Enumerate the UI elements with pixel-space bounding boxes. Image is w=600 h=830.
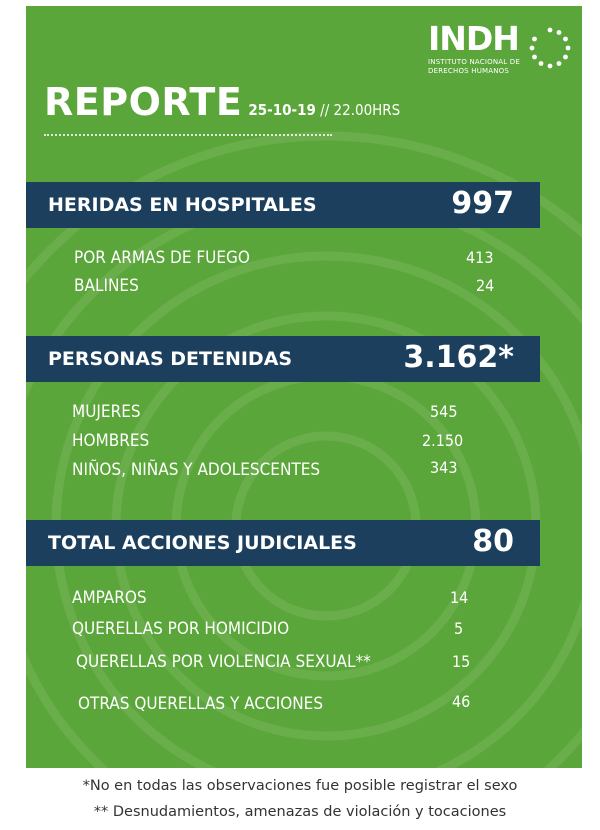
logo-subtitle-line1: INSTITUTO NACIONAL DE (428, 58, 521, 66)
list-item-label: POR ARMAS DE FUEGO (74, 248, 250, 268)
section-judiciales-band (26, 520, 540, 566)
list-item-label: NIÑOS, NIÑAS Y ADOLESCENTES (72, 460, 321, 480)
list-item-value: 14 (450, 588, 469, 607)
list-item-value: 2.150 (422, 431, 464, 450)
list-item-value: 545 (430, 402, 458, 421)
section-detenidas-band (26, 336, 540, 382)
list-item-value: 343 (430, 458, 458, 477)
section-judiciales-label: TOTAL ACCIONES JUDICIALES (48, 532, 357, 554)
list-item-label: OTRAS QUERELLAS Y ACCIONES (78, 694, 324, 714)
indh-logo (428, 20, 578, 90)
list-item-label: HOMBRES (72, 431, 150, 451)
logo-subtitle (428, 58, 538, 76)
page-title: REPORTE (44, 80, 243, 124)
logo-subtitle-line2: DERECHOS HUMANOS (428, 67, 510, 75)
footnote-2: ** Desnudamientos, amenazas de violación y tocaciones (93, 804, 507, 820)
list-item-label: MUJERES (72, 402, 141, 422)
report-header (44, 80, 400, 124)
report-date: 25-10-19 (248, 101, 316, 119)
list-item-value: 24 (476, 276, 495, 295)
section-detenidas-value: 3.162* (403, 340, 514, 375)
section-heridas-value: 997 (451, 186, 514, 221)
logo-wordmark: INDH (428, 19, 519, 58)
list-item-value: 15 (452, 652, 471, 671)
date-separator: // (315, 101, 334, 119)
list-item-value: 46 (452, 692, 471, 711)
footnote-1: *No en todas las observaciones fue posible registrar el sexo (82, 778, 518, 794)
list-item-label: BALINES (74, 276, 139, 296)
section-detenidas-label: PERSONAS DETENIDAS (48, 348, 293, 370)
section-judiciales-value: 80 (472, 524, 514, 559)
list-item-label: AMPAROS (72, 588, 147, 608)
list-item-label: QUERELLAS POR HOMICIDIO (72, 619, 290, 639)
section-heridas-label: HERIDAS EN HOSPITALES (48, 194, 317, 216)
title-dotted-underline (44, 134, 332, 136)
section-heridas-band (26, 182, 540, 228)
list-item-value: 413 (466, 248, 494, 267)
report-card (26, 6, 582, 768)
list-item-label: QUERELLAS POR VIOLENCIA SEXUAL** (76, 652, 371, 672)
list-item-value: 5 (454, 619, 464, 638)
report-time: 22.00HRS (333, 101, 401, 119)
